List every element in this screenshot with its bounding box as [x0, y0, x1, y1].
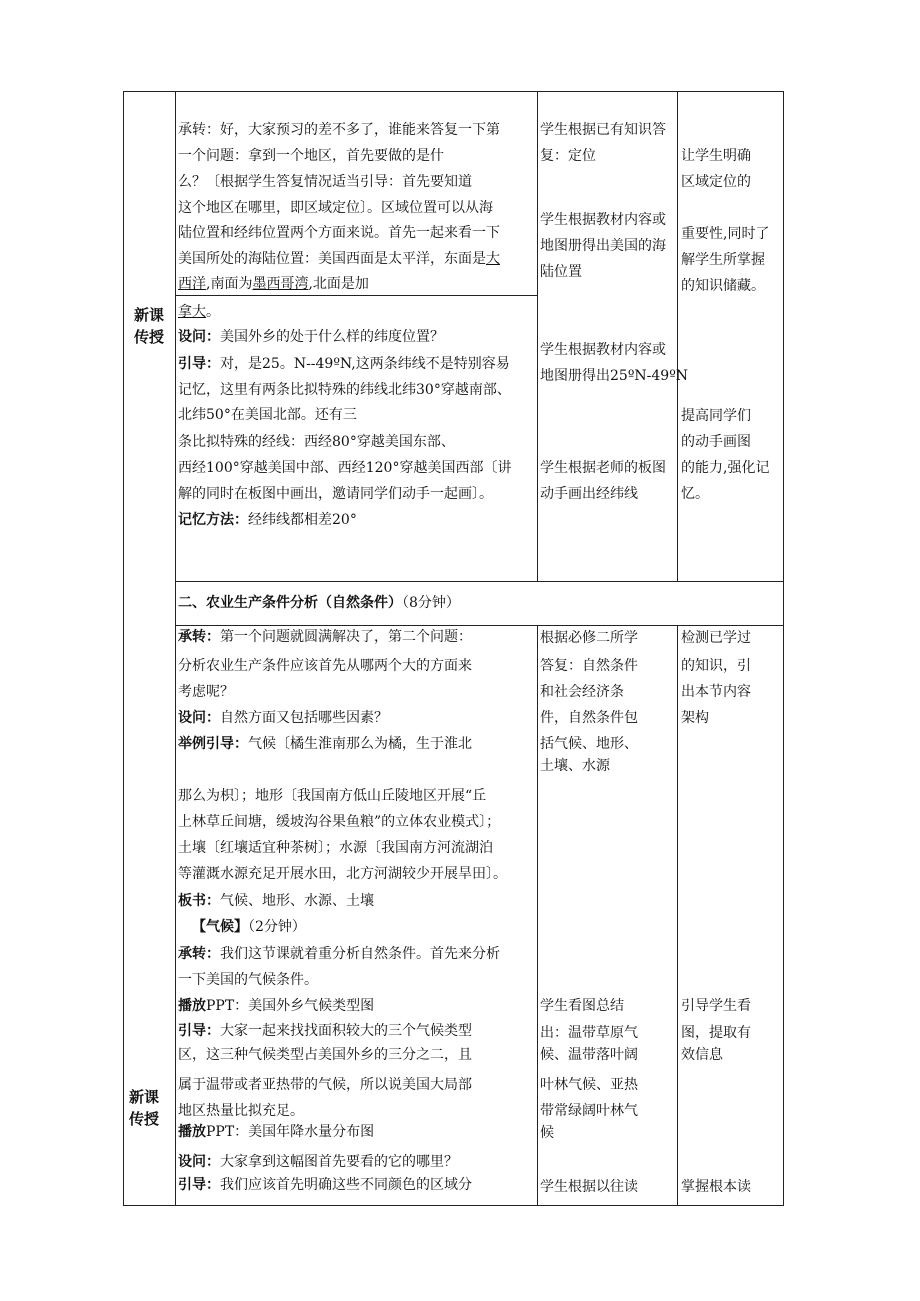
label: 记忆方法： — [178, 512, 248, 528]
student-activity: 出：温带草原气 — [540, 1025, 638, 1041]
text: PPT：美国年降水量分布图 — [206, 1124, 375, 1140]
teacher-text-line: 记忆，这里有两条比拟特殊的纬线北纬30°穿越南部、 — [178, 382, 511, 398]
underlined-place: 拿大 — [178, 304, 206, 320]
row-divider-inner — [175, 295, 537, 296]
design-purpose: 引导学生看 — [681, 998, 751, 1014]
climate-subheading — [192, 917, 306, 937]
row-divider-heading-bottom — [175, 625, 783, 626]
text: ,南面为 — [206, 276, 253, 292]
teacher-text-line: 么？〔根据学生答复情况适当引导：首先要知道 — [178, 174, 472, 190]
label: 承转： — [178, 946, 220, 962]
text: 大家拿到这幅图首先要看的它的哪里？ — [220, 1154, 458, 1170]
label: 举例引导： — [178, 736, 248, 752]
student-activity: 土壤、水源 — [540, 758, 610, 774]
teacher-text-line: 考虑呢？ — [178, 684, 234, 700]
teacher-guide — [178, 1175, 472, 1195]
student-activity: 复：定位 — [540, 148, 596, 164]
teacher-text-line: 一下美国的气候条件。 — [178, 972, 318, 988]
student-activity: 带常绿阔叶林气 — [540, 1103, 638, 1119]
teacher-text-line — [178, 274, 369, 294]
teacher-text-line: 等灌溉水源充足开展水田，北方河湖较少开展旱田〕。 — [178, 866, 507, 882]
column-divider-3 — [677, 91, 678, 582]
teacher-text-line: 西经100°穿越美国中部、西经120°穿越美国西部〔讲 — [178, 460, 512, 476]
teacher-example — [178, 734, 472, 754]
text: 美国外乡的处于什么样的纬度位置？ — [220, 329, 444, 345]
design-purpose: 检测已学过 — [681, 630, 751, 646]
teacher-guide — [178, 1021, 472, 1041]
design-purpose: 图，提取有 — [681, 1025, 751, 1041]
student-activity: 学生根据教材内容或 — [540, 342, 666, 358]
teacher-text-line: 分析农业生产条件应该首先从哪两个大的方面来 — [178, 658, 472, 674]
student-activity: 根据必修二所学 — [540, 630, 638, 646]
design-purpose: 的知识储藏。 — [681, 278, 765, 294]
section-label-2: 新课传授 — [128, 1088, 159, 1128]
label: 引导： — [178, 356, 220, 372]
text: 美国所处的海陆位置：美国西面是太平洋，东面是 — [178, 251, 486, 267]
table-border-left — [123, 91, 124, 1206]
student-activity: 括气候、地形、 — [540, 736, 638, 752]
label: 承转： — [178, 629, 220, 645]
teacher-text-line: 区，这三种气候类型占美国外乡的三分之二，且 — [178, 1047, 472, 1063]
design-purpose: 架构 — [681, 710, 709, 726]
student-activity: 学生根据老师的板图 — [540, 460, 666, 476]
student-activity: 学生根据已有知识答 — [540, 122, 666, 138]
text: PPT：美国外乡气候类型图 — [206, 998, 375, 1014]
label: 引导： — [178, 1023, 220, 1039]
teacher-text-line: 陆位置和经纬位置两个方面来说。首先一起来看一下 — [178, 225, 500, 241]
design-purpose: 区域定位的 — [681, 174, 751, 190]
label: 设问： — [178, 710, 220, 726]
design-purpose: 解学生所掌握 — [681, 252, 765, 268]
teacher-text-line — [178, 249, 500, 269]
play-ppt — [178, 996, 374, 1016]
student-activity: 件，自然条件包 — [540, 710, 638, 726]
table-border-bottom — [123, 1205, 784, 1206]
teacher-transition — [178, 627, 472, 647]
label: 设问： — [178, 1154, 220, 1170]
student-activity: 学生看图总结 — [540, 998, 624, 1014]
teacher-text-line: 条比拟特殊的经线：西经80°穿越美国东部、 — [178, 434, 455, 450]
student-activity: 答复：自然条件 — [540, 658, 638, 674]
text: 气候〔橘生淮南那么为橘，生于淮北 — [248, 736, 472, 752]
label: 板书： — [178, 893, 220, 909]
table-border-right — [783, 91, 784, 1206]
column-divider-2 — [537, 91, 538, 582]
underlined-place: 大 — [486, 251, 500, 267]
design-purpose: 的知识，引 — [681, 658, 751, 674]
table-border-top — [123, 91, 784, 92]
text: ,北面是加 — [308, 276, 369, 292]
text: 对，是25。N--49ºN,这两条纬线不是特别容易 — [220, 356, 510, 372]
teacher-text-line: 承转：好，大家预习的差不多了，谁能来答复一下第 — [178, 122, 500, 138]
teacher-text-line: 上林草丘间塘，缓坡沟谷果鱼粮”的立体农业模式〕； — [178, 814, 501, 830]
student-activity: 候 — [540, 1125, 554, 1141]
board-writing — [178, 891, 374, 911]
teacher-question — [178, 327, 444, 347]
teacher-text-line: 那么为枳〕；地形〔我国南方低山丘陵地区开展“丘 — [178, 788, 487, 804]
column-divider-2-lower — [537, 625, 538, 1206]
memory-method — [178, 510, 357, 530]
student-activity: 叶林气候、亚热 — [540, 1077, 638, 1093]
design-purpose: 的能力,强化记 — [681, 460, 770, 476]
text: 经纬线都相差20° — [248, 512, 357, 528]
text: 自然方面又包括哪些因素？ — [220, 710, 388, 726]
teacher-question — [178, 708, 388, 728]
design-purpose: 出本节内容 — [681, 684, 751, 700]
teacher-text-line: 属于温带或者亚热带的气候，所以说美国大局部 — [178, 1077, 472, 1093]
column-divider-1 — [175, 91, 176, 1206]
text: 我们应该首先明确这些不同颜色的区域分 — [220, 1177, 472, 1193]
section-heading — [178, 593, 460, 613]
label: 设问： — [178, 329, 220, 345]
teacher-text-line: 一个问题：拿到一个地区，首先要做的是什 — [178, 148, 444, 164]
student-activity: 动手画出经纬线 — [540, 486, 638, 502]
student-activity: 和社会经济条 — [540, 684, 624, 700]
design-purpose: 重要性,同时了 — [681, 226, 770, 242]
teacher-text-line: 解的同时在板图中画出，邀请同学们动手一起画〕。 — [178, 486, 493, 502]
student-activity: 学生根据教材内容或 — [540, 212, 666, 228]
heading-bold: 二、农业生产条件分析（自然条件） — [178, 595, 402, 611]
heading-duration: （8分钟） — [402, 595, 460, 611]
design-purpose: 效信息 — [681, 1047, 723, 1063]
design-purpose: 的动手画图 — [681, 434, 751, 450]
label: 播放 — [178, 1124, 206, 1140]
text: 我们这节课就着重分析自然条件。首先来分析 — [220, 946, 500, 962]
text: （2分钟） — [248, 919, 306, 935]
underlined-place: 墨西哥湾 — [252, 276, 309, 292]
teacher-question — [178, 1152, 458, 1172]
teacher-guide — [178, 354, 510, 374]
text: 大家一起来找找面积较大的三个气候类型 — [220, 1023, 472, 1039]
text: 气候、地形、水源、土壤 — [220, 893, 374, 909]
teacher-text-line: 北纬50°在美国北部。还有三 — [178, 407, 357, 423]
label: 引导： — [178, 1177, 220, 1193]
column-divider-3-lower — [677, 625, 678, 1206]
teacher-text-line: 土壤〔红壤适宜种茶树〕；水源〔我国南方河流湖泊 — [178, 840, 493, 856]
student-activity: 候、温带落叶阔 — [540, 1047, 638, 1063]
design-purpose: 忆。 — [681, 486, 709, 502]
teacher-transition — [178, 944, 500, 964]
design-purpose: 掌握根本读 — [681, 1179, 751, 1195]
label: 播放 — [178, 998, 206, 1014]
student-activity: 地图册得出25ºN-49ºN — [540, 368, 689, 384]
row-divider-heading-top — [175, 581, 783, 582]
section-label-1: 新课传授 — [133, 306, 164, 346]
label: 【气候】 — [192, 919, 248, 935]
play-ppt — [178, 1122, 374, 1142]
design-purpose: 提高同学们 — [681, 408, 751, 424]
teacher-text-line — [178, 302, 220, 322]
student-activity: 地图册得出美国的海 — [540, 238, 666, 254]
underlined-place: 西洋 — [178, 276, 206, 292]
teacher-text-line: 地区热量比拟充足。 — [178, 1103, 304, 1119]
teacher-text-line: 这个地区在哪里，即区域定位〕。区域位置可以从海 — [178, 200, 493, 216]
text: 第一个问题就圆满解决了，第二个问题： — [220, 629, 472, 645]
text: 。 — [206, 304, 220, 320]
student-activity: 学生根据以往读 — [540, 1179, 638, 1195]
student-activity: 陆位置 — [540, 264, 582, 280]
design-purpose: 让学生明确 — [681, 148, 751, 164]
